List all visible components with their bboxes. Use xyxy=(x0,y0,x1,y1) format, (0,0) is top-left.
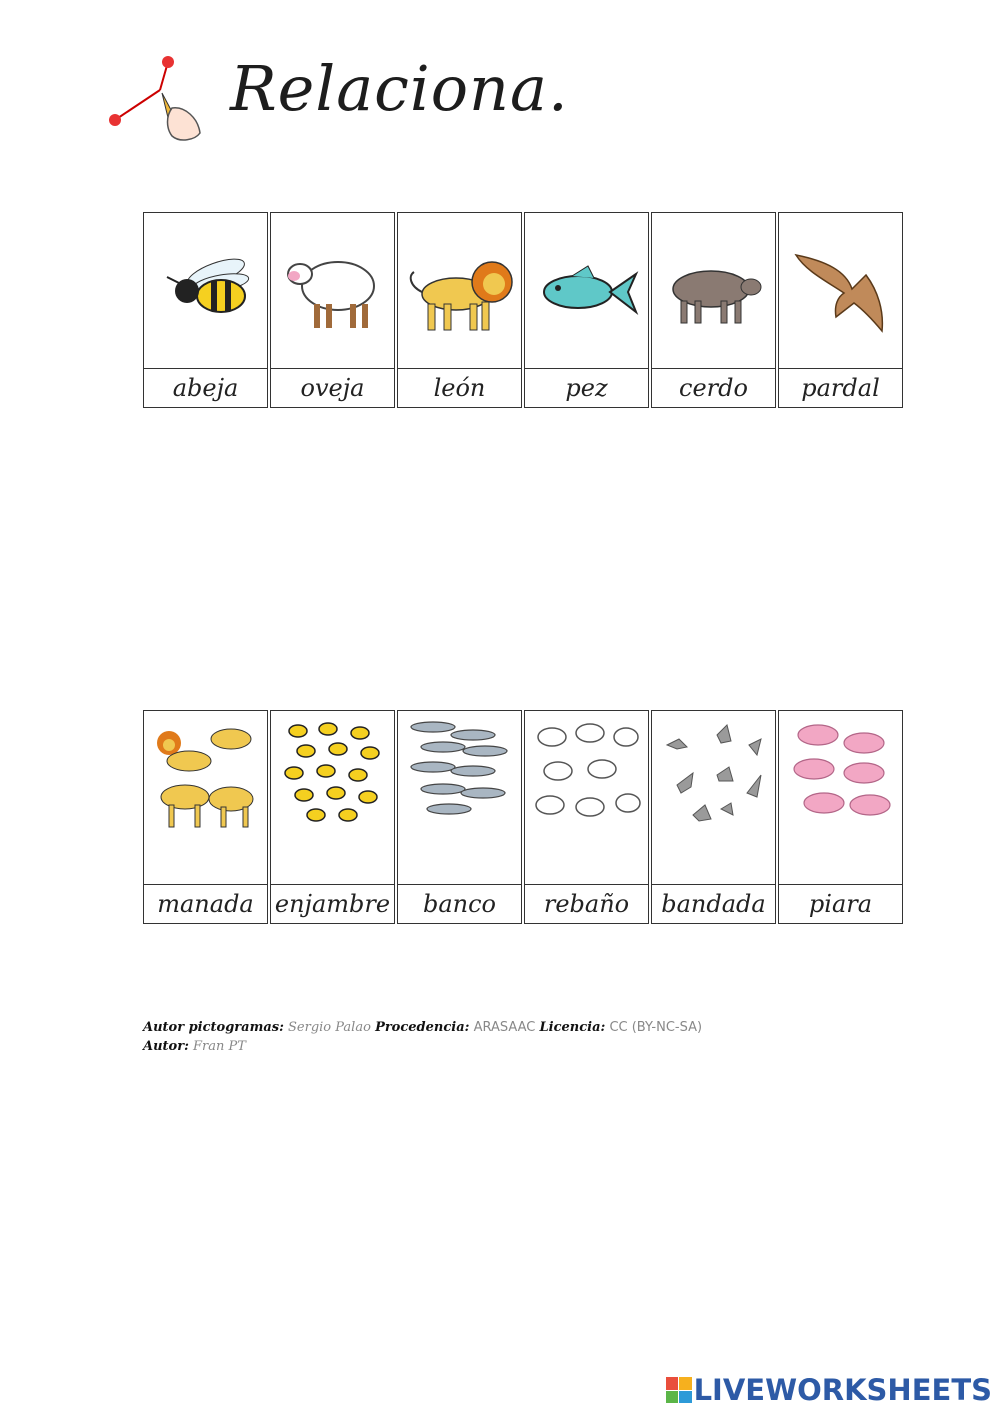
card-piara[interactable] xyxy=(778,710,903,924)
connect-pencil-icon xyxy=(100,48,210,148)
brand-name: LIVEWORKSHEETS xyxy=(693,1373,992,1407)
card-word: rebaño xyxy=(543,890,630,918)
group-cards-row xyxy=(143,710,905,924)
lion-pride-icon xyxy=(149,715,263,833)
card-word: bandada xyxy=(661,890,766,918)
card-pez[interactable] xyxy=(524,212,649,408)
credit-value: Sergio Palao xyxy=(288,1020,371,1035)
bird-icon xyxy=(786,241,896,341)
credit-label: Procedencia: xyxy=(375,1020,470,1035)
fish-icon xyxy=(532,256,642,326)
card-word: pez xyxy=(565,374,608,402)
bee-swarm-icon xyxy=(276,715,390,833)
sheep-flock-icon xyxy=(530,715,644,833)
card-word: banco xyxy=(422,890,497,918)
card-word: cerdo xyxy=(679,374,748,402)
card-cerdo[interactable] xyxy=(651,212,776,408)
card-enjambre[interactable] xyxy=(270,710,395,924)
card-oveja[interactable] xyxy=(270,212,395,408)
card-pardal[interactable] xyxy=(778,212,903,408)
card-banco[interactable] xyxy=(397,710,522,924)
card-leon[interactable] xyxy=(397,212,522,408)
sheep-icon xyxy=(278,246,388,336)
card-word: abeja xyxy=(172,374,239,402)
card-word: enjambre xyxy=(274,890,391,918)
credits xyxy=(143,1018,702,1056)
bee-icon xyxy=(151,251,261,331)
credit-value: Fran PT xyxy=(193,1039,246,1054)
logo-icon xyxy=(666,1377,692,1403)
bird-flock-icon xyxy=(657,715,771,833)
lion-icon xyxy=(404,246,516,336)
card-word: piara xyxy=(808,890,873,918)
credit-value: CC (BY-NC-SA) xyxy=(609,1020,703,1035)
card-word: oveja xyxy=(300,374,365,402)
card-rebano[interactable] xyxy=(524,710,649,924)
card-word: pardal xyxy=(801,374,880,402)
page-title: Relaciona. xyxy=(230,52,569,125)
card-abeja[interactable] xyxy=(143,212,268,408)
credit-label: Licencia: xyxy=(539,1020,606,1035)
credit-value: ARASAAC xyxy=(473,1020,536,1035)
card-bandada[interactable] xyxy=(651,710,776,924)
card-manada[interactable] xyxy=(143,710,268,924)
liveworksheets-logo[interactable] xyxy=(666,1373,992,1407)
card-word: manada xyxy=(157,890,254,918)
animal-cards-row xyxy=(143,212,905,408)
credit-label: Autor pictogramas: xyxy=(143,1020,284,1035)
pig-icon xyxy=(659,251,769,331)
card-word: león xyxy=(433,374,486,402)
fish-school-icon xyxy=(403,715,517,833)
pig-herd-icon xyxy=(784,715,898,833)
credit-label: Autor: xyxy=(143,1039,189,1054)
